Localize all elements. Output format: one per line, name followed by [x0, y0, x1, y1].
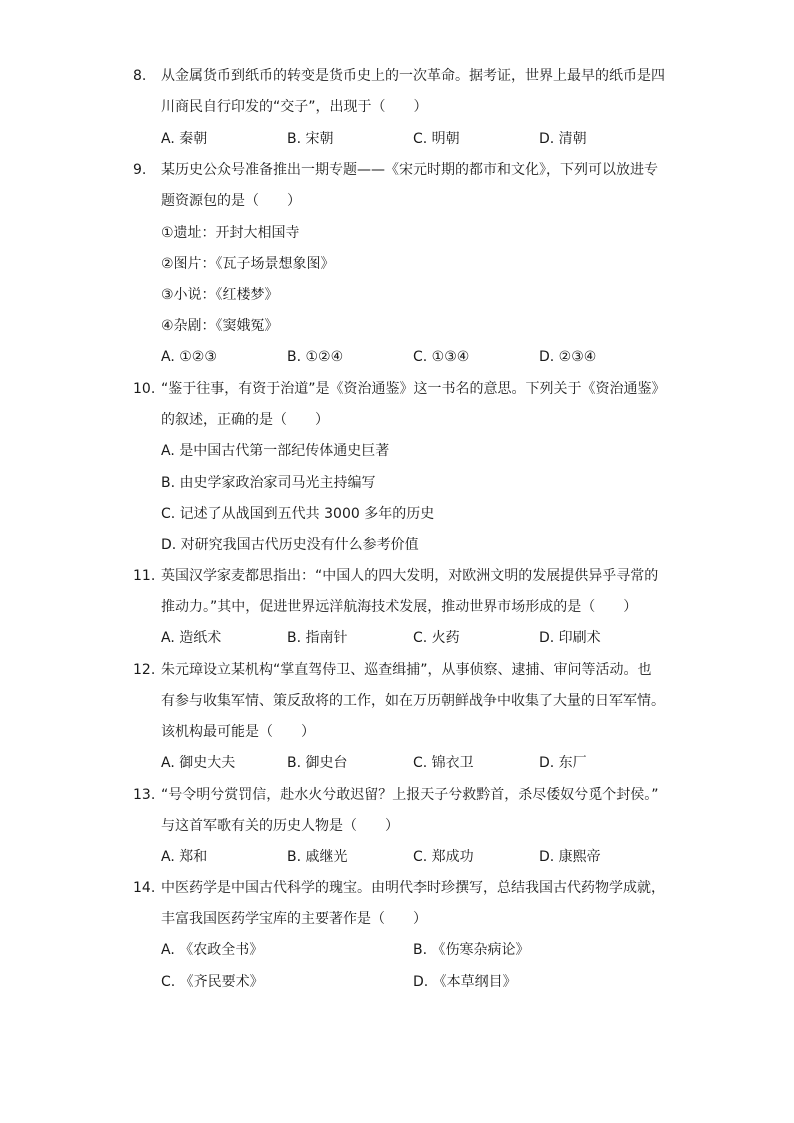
option-d: D. 印刷术 [539, 630, 601, 646]
question-text: 朱元璋设立某机构“掌直驾侍卫、巡查缉捕”，从事侦察、逮捕、审问等活动。也 [161, 662, 652, 678]
option-c: C. 火药 [413, 630, 460, 646]
option-a: A. 御史大夫 [161, 755, 236, 771]
question-text: 推动力。”其中，促进世界远洋航海技术发展，推动世界市场形成的是（ ） [161, 599, 638, 615]
question-text: 有参与收集军情、策反敌将的工作，如在万历朝鲜战争中收集了大量的日军军情。 [161, 693, 665, 709]
item-text: ④杂剧：《窦娥冤》 [161, 318, 279, 334]
question-text: 的叙述，正确的是（ ） [161, 412, 329, 428]
question-text: 与这首军歌有关的历史人物是（ ） [161, 818, 399, 834]
option-b: B. 戚继光 [287, 849, 348, 865]
option-b: B. 御史台 [287, 755, 348, 771]
question-text: 英国汉学家麦都思指出：“中国人的四大发明，对欧洲文明的发展提供异乎寻常的 [161, 568, 659, 584]
option-b: B. 宋朝 [287, 131, 334, 147]
item-text: ②图片：《瓦子场景想象图》 [161, 256, 335, 272]
question-number: 12. [133, 662, 156, 678]
question-text: “鉴于往事，有资于治道”是《资治通鉴》这一书名的意思。下列关于《资治通鉴》 [161, 381, 666, 397]
item-text: ①遗址：开封大相国寺 [161, 225, 300, 241]
question-text: 中医药学是中国古代科学的瑰宝。由明代李时珍撰写，总结我国古代药物学成就， [161, 880, 665, 896]
option-c: C. 《齐民要术》 [161, 974, 264, 990]
question-number: 11. [133, 568, 156, 584]
question-text: “号令明兮赏罚信，赴水火兮敢迟留？上报天子兮救黔首，杀尽倭奴兮觅个封侯。” [161, 787, 659, 803]
option-b: B. 《伤寒杂病论》 [413, 942, 530, 958]
question-text: 丰富我国医药学宝库的主要著作是（ ） [161, 911, 427, 927]
question-number: 13. [133, 787, 156, 803]
option-a: A. 《农政全书》 [161, 942, 264, 958]
option-d: D. 清朝 [539, 131, 587, 147]
option-d: D. 康熙帝 [539, 849, 601, 865]
option-d: D. ②③④ [539, 349, 597, 365]
option-a: A. ①②③ [161, 349, 217, 365]
option-c: C. 郑成功 [413, 849, 474, 865]
option-a: A. 造纸术 [161, 630, 222, 646]
option-d: D. 对研究我国古代历史没有什么参考价值 [161, 537, 419, 553]
option-b: B. ①②④ [287, 349, 344, 365]
question-number: 10. [133, 381, 156, 397]
item-text: ③小说：《红楼梦》 [161, 287, 279, 303]
option-a: A. 郑和 [161, 849, 208, 865]
option-c: C. ①③④ [413, 349, 470, 365]
option-b: B. 指南针 [287, 630, 348, 646]
question-number: 14. [133, 880, 156, 896]
option-d: D. 东厂 [539, 755, 587, 771]
option-a: A. 秦朝 [161, 131, 208, 147]
question-number: 8. [133, 68, 147, 84]
option-a: A. 是中国古代第一部纪传体通史巨著 [161, 443, 390, 459]
question-text: 川商民自行印发的“交子”，出现于（ ） [161, 99, 428, 115]
option-d: D. 《本草纲目》 [413, 974, 517, 990]
question-text: 从金属货币到纸币的转变是货币史上的一次革命。据考证，世界上最早的纸币是四 [161, 68, 665, 84]
question-text: 题资源包的是（ ） [161, 193, 301, 209]
question-text: 该机构最可能是（ ） [161, 724, 315, 740]
option-c: C. 锦衣卫 [413, 755, 474, 771]
option-c: C. 记述了从战国到五代共 3000 多年的历史 [161, 506, 435, 522]
question-text: 某历史公众号准备推出一期专题——《宋元时期的都市和文化》，下列可以放进专 [161, 162, 658, 178]
option-c: C. 明朝 [413, 131, 460, 147]
option-b: B. 由史学家政治家司马光主持编写 [161, 475, 376, 491]
question-number: 9. [133, 162, 147, 178]
